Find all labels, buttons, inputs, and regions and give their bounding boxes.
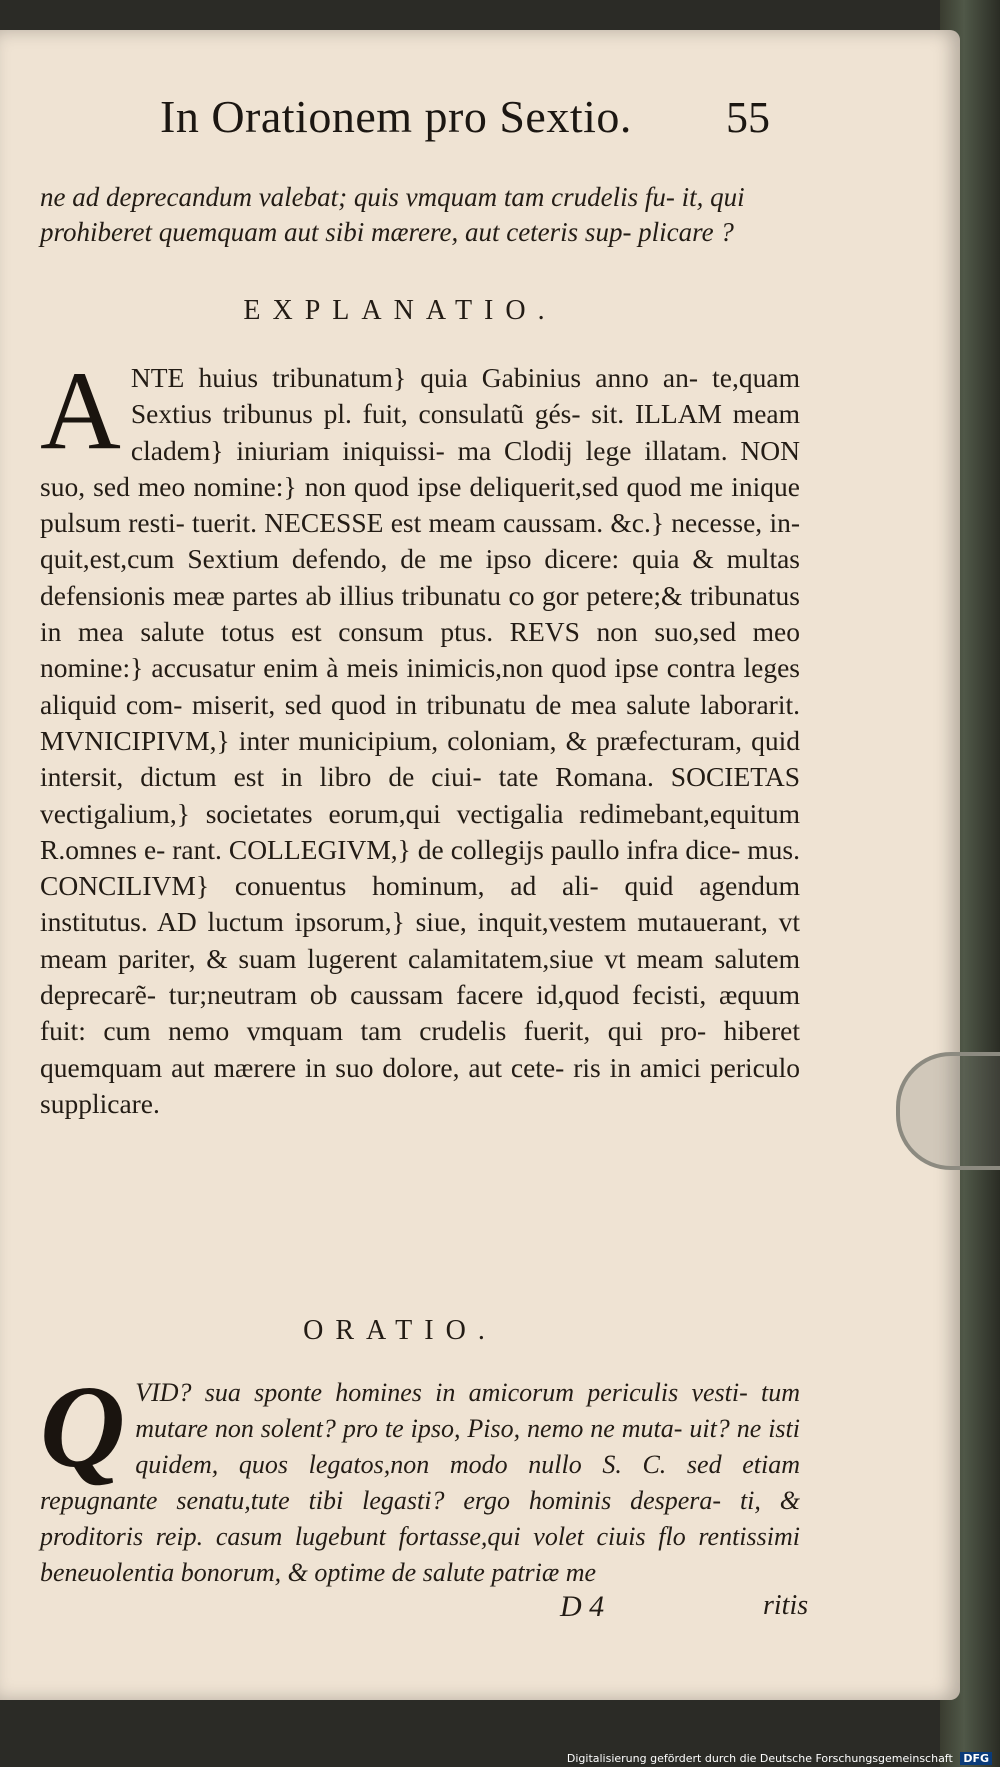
signature-mark: D 4 [560,1590,605,1623]
drop-cap-a: A [40,349,121,473]
dfg-logo: DFG [960,1752,992,1765]
explanatio-text: NTE huius tribunatum} quia Gabinius anno an- te,quam Sextius tribunus pl. fuit, consulatũ gés- sit. ILLAM meam cladem} iniuriam iniquissi- ma Clodij lege illatam. NON suo, sed meo nomine:} non quod ipse deliquerit,sed quod me inique pulsum resti- tuerit. NECESSE est meam caussam. &c.} necesse, in- quit,est,cum Sextium defendo, de me ipso dicere: quia & multas defensionis meæ partes ab illius tribunatu co gor petere;& tribunatus in mea salute totus est consum ptus. REVS non suo,sed meo nomine:} accusatur enim à meis inimicis,non quod ipse contra leges aliquid com- miserit, sed quod in tribunatu de mea salute laborarit. MVNICIPIVM,} inter municipium, coloniam, & præfecturam, quid intersit, dictum est in libro de ciui- tate Romana. SOCIETAS vectigalium,} societates eorum,qui vectigalia redimebant,equitum R.omnes e- rant. COLLEGIVM,} de collegijs paullo infra dice- mus. CONCILIVM} conuentus hominum, ad ali- quid agendum institutus. AD luctum ipsorum,} siue, inquit,vestem mutauerant, vt meam pariter, & suam lugerent calamitatem,siue vt meam salutem deprecarẽ- tur;neutram ob caussam facere id,quod fecisti, æquum fuit: cum nemo vmquam tam crudelis fuerit, qui pro- hiberet quemquam aut mærere in suo dolore, aut cete- ris in amici periculo supplicare. [40,362,800,1119]
digitization-credit [567,1752,992,1765]
oratio-text: VID? sua sponte homines in amicorum periculis vesti- tum mutare non solent? pro te ipso, Piso, nemo ne muta- uit? ne isti quidem, quos legatos,non modo nullo S. C. sed etiam repugnante senatu,tute tibi legasti? ergo hominis despera- ti, & proditoris reip. casum lugebunt fortasse,qui volet ciuis flo rentissimi beneuolentia bonorum, & optime de salute patriæ me [40,1378,800,1587]
credit-text: Digitalisierung gefördert durch die Deutsche Forschungsgemeinschaft [566,1752,953,1765]
explanatio-body [40,349,800,1122]
catchword: ritis [763,1590,809,1621]
running-title: In Orationem pro Sextio. [160,91,632,142]
oratio-heading: ORATIO. [303,1315,497,1346]
drop-cap-q: Q [40,1361,126,1492]
explanatio-heading: EXPLANATIO. [243,295,557,326]
intro-paragraph: ne ad deprecandum valebat; quis vmquam tam crudelis fu- it, qui prohiberet quemquam aut sibi mærere, aut ceteris sup- plicare ? [40,182,745,247]
oratio-body [40,1361,800,1591]
book-page [0,30,960,1700]
page-number: 55 [726,93,770,142]
page-clip [896,1052,1000,1170]
